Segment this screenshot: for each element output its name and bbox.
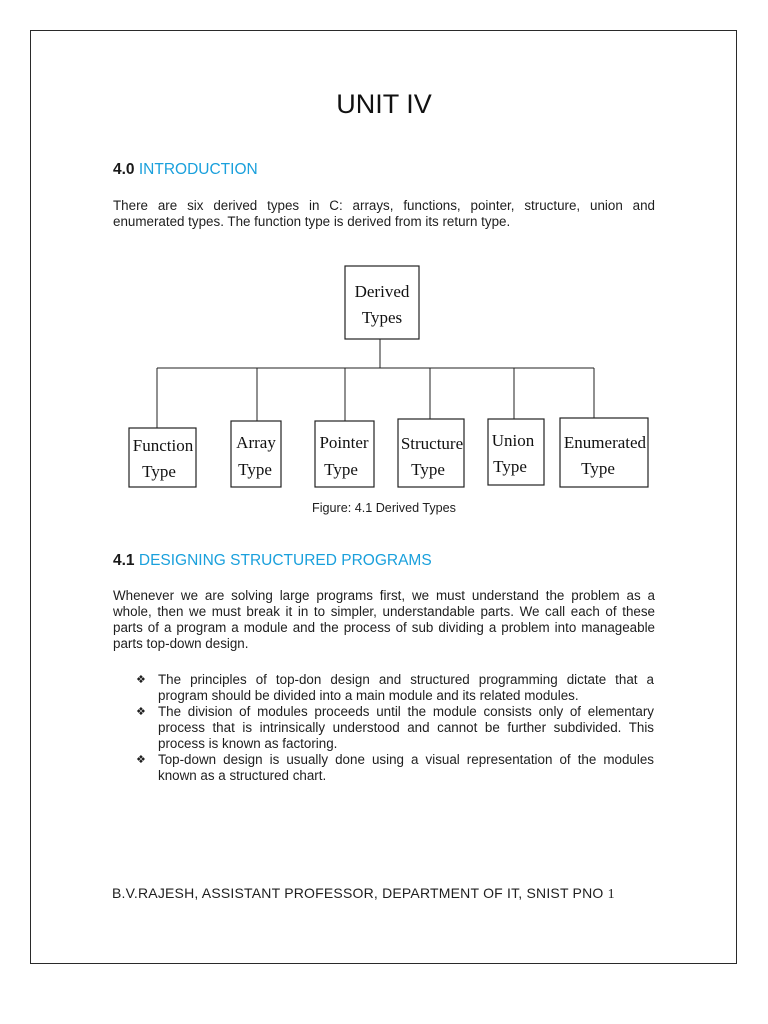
bullet-text: The division of modules proceeds until the module consists only of elementary process that is intrinsically understood and cannot be further subdivided. This process is known as factoring. xyxy=(158,704,654,751)
connector-lines xyxy=(157,339,594,428)
node-label: Pointer xyxy=(319,433,369,452)
node-label: Type xyxy=(238,460,272,479)
section-number: 4.1 xyxy=(113,552,135,569)
node-label: Type xyxy=(493,457,527,476)
diamond-bullet-icon: ❖ xyxy=(136,674,146,686)
diagram-node-array-type xyxy=(231,421,281,487)
bullet-list xyxy=(136,672,654,784)
figure-caption: Figure: 4.1 Derived Types xyxy=(312,501,456,515)
section-title: DESIGNING STRUCTURED PROGRAMS xyxy=(138,552,432,569)
bullet-text: Top-down design is usually done using a visual representation of the modules known as a structured chart. xyxy=(158,752,654,783)
page-number: 1 xyxy=(607,887,615,902)
diamond-bullet-icon: ❖ xyxy=(136,706,146,718)
section-heading-designing-structured-programs xyxy=(113,552,432,570)
node-label: Enumerated xyxy=(563,433,647,452)
diagram-node-enumerated-type xyxy=(560,418,648,487)
structured-programs-paragraph: Whenever we are solving large programs first, we must understand the problem as a whole, then we must break it in to simpler, understandable parts. We call each of these parts of a program a module and the process of sub dividing a problem into manageable parts top-down design. xyxy=(113,588,655,651)
diagram-node-pointer-type xyxy=(315,421,374,487)
diagram-node-structure-type xyxy=(398,419,464,487)
section-title: INTRODUCTION xyxy=(138,161,258,178)
derived-types-diagram xyxy=(0,255,768,495)
node-label: Type xyxy=(581,459,615,478)
section-heading-introduction xyxy=(113,161,258,179)
unit-title: UNIT IV xyxy=(336,89,432,119)
node-label: Type xyxy=(411,460,445,479)
node-label: Structure xyxy=(400,434,464,453)
list-item xyxy=(136,672,654,704)
node-label: Derived xyxy=(354,282,410,301)
intro-paragraph: There are six derived types in C: arrays, functions, pointer, structure, union and enumerated types. The function type is derived from its return type. xyxy=(113,198,655,229)
diagram-node-root xyxy=(345,266,419,339)
node-label: Type xyxy=(142,462,176,481)
bullet-text: The principles of top-don design and structured programming dictate that a program should be divided into a main module and its related modules. xyxy=(158,672,654,703)
node-label: Type xyxy=(324,460,358,479)
list-item xyxy=(136,704,654,752)
page-footer xyxy=(112,885,615,903)
diagram-node-union-type xyxy=(488,419,544,485)
node-label: Array xyxy=(236,433,276,452)
list-item xyxy=(136,752,654,784)
diagram-node-function-type xyxy=(129,428,196,487)
diamond-bullet-icon: ❖ xyxy=(136,754,146,766)
node-label: Union xyxy=(491,431,535,450)
node-label: Types xyxy=(361,308,403,327)
node-label: Function xyxy=(132,436,194,455)
section-number: 4.0 xyxy=(113,161,135,178)
footer-text: B.V.RAJESH, ASSISTANT PROFESSOR, DEPARTMENT OF IT, SNIST PNO xyxy=(112,885,604,901)
